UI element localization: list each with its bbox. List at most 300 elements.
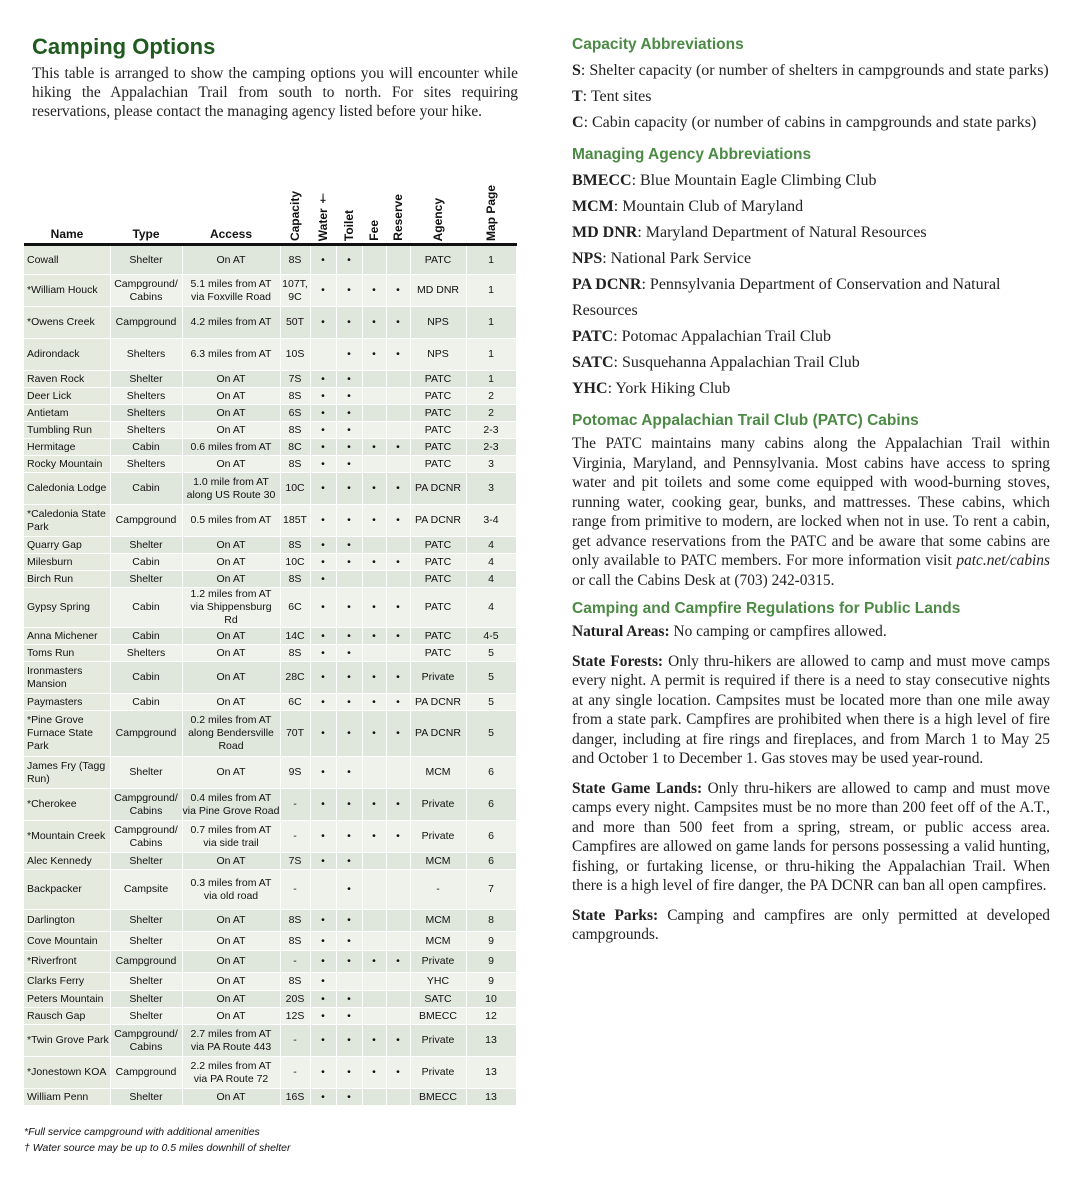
cell-type: Shelter bbox=[110, 932, 182, 951]
cell-reserve: • bbox=[386, 628, 410, 645]
cell-capacity: 70T bbox=[280, 711, 310, 757]
cell-water: • bbox=[310, 694, 336, 711]
cell-reserve: • bbox=[386, 339, 410, 371]
cell-access: On AT bbox=[182, 932, 280, 951]
cell-map-page: 1 bbox=[466, 275, 516, 307]
cell-agency: Private bbox=[410, 662, 466, 694]
cell-reserve bbox=[386, 973, 410, 991]
cell-water: • bbox=[310, 973, 336, 991]
cell-capacity: 20S bbox=[280, 991, 310, 1008]
cell-map-page: 5 bbox=[466, 694, 516, 711]
cell-reserve bbox=[386, 537, 410, 554]
cell-name: Toms Run bbox=[24, 645, 110, 662]
cell-toilet: • bbox=[336, 853, 362, 870]
cell-toilet: • bbox=[336, 910, 362, 932]
cell-name: *Caledonia State Park bbox=[24, 505, 110, 537]
cell-fee bbox=[362, 371, 386, 388]
cell-fee bbox=[362, 853, 386, 870]
cell-reserve bbox=[386, 371, 410, 388]
cell-agency: Private bbox=[410, 951, 466, 973]
cell-type: Campground bbox=[110, 307, 182, 339]
table-row bbox=[24, 1089, 516, 1106]
cell-type: Shelter bbox=[110, 757, 182, 789]
cell-type: Cabin bbox=[110, 554, 182, 571]
table-row bbox=[24, 821, 516, 853]
cell-map-page: 13 bbox=[466, 1089, 516, 1106]
cell-map-page: 2 bbox=[466, 388, 516, 405]
agency-item: SATC: Susquehanna Appalachian Trail Club bbox=[572, 354, 860, 371]
cell-capacity: - bbox=[280, 1057, 310, 1089]
cell-water: • bbox=[310, 275, 336, 307]
cell-reserve: • bbox=[386, 554, 410, 571]
cell-reserve: • bbox=[386, 694, 410, 711]
cell-access: 1.2 miles from AT via Shippensburg Rd bbox=[182, 588, 280, 628]
cell-access: On AT bbox=[182, 422, 280, 439]
patc-heading: Potomac Appalachian Trail Club (PATC) Cabins bbox=[572, 412, 919, 429]
cell-capacity: 16S bbox=[280, 1089, 310, 1106]
cell-access: On AT bbox=[182, 951, 280, 973]
patc-paragraph: The PATC maintains many cabins along the Appalachian Trail within Virginia, Maryland, and Pennsylvania. Most cabins have access to spring water and pit toilets and some come equipped with wood-burning stoves, running water, cooking gear, bunks, and mattresses. These cabins, which range from primitive to modern, are locked when not in use. To rent a cabin, get advance reservations from the PATC and be aware that some cabins are only available to PATC members. For more information visit patc.net/cabins or call the Cabins Desk at (703) 242-0315. bbox=[572, 435, 1050, 589]
cell-access: 2.7 miles from AT via PA Route 443 bbox=[182, 1025, 280, 1057]
cell-name: Cove Mountain bbox=[24, 932, 110, 951]
table-row bbox=[24, 339, 516, 371]
cell-name: *Jonestown KOA bbox=[24, 1057, 110, 1089]
capacity-item: C: Cabin capacity (or number of cabins in campgrounds and state parks) bbox=[572, 114, 1037, 131]
cell-access: On AT bbox=[182, 388, 280, 405]
cell-access: On AT bbox=[182, 694, 280, 711]
cell-type: Shelter bbox=[110, 537, 182, 554]
agency-item: NPS: National Park Service bbox=[572, 250, 752, 267]
cell-fee: • bbox=[362, 951, 386, 973]
cell-capacity: 185T bbox=[280, 505, 310, 537]
cell-type: Shelter bbox=[110, 1089, 182, 1106]
cell-access: On AT bbox=[182, 537, 280, 554]
cell-capacity: 12S bbox=[280, 1008, 310, 1025]
cell-water: • bbox=[310, 853, 336, 870]
cell-agency: PA DCNR bbox=[410, 505, 466, 537]
cell-capacity: 8S bbox=[280, 571, 310, 588]
table-row bbox=[24, 405, 516, 422]
cell-reserve bbox=[386, 645, 410, 662]
cell-fee: • bbox=[362, 1057, 386, 1089]
cell-name: *William Houck bbox=[24, 275, 110, 307]
table-row bbox=[24, 645, 516, 662]
cell-access: 0.6 miles from AT bbox=[182, 439, 280, 456]
cell-access: On AT bbox=[182, 456, 280, 473]
cell-toilet: • bbox=[336, 757, 362, 789]
cell-type: Campground/ Cabins bbox=[110, 275, 182, 307]
cell-toilet: • bbox=[336, 991, 362, 1008]
cell-fee bbox=[362, 932, 386, 951]
cell-access: On AT bbox=[182, 245, 280, 275]
cell-water: • bbox=[310, 571, 336, 588]
cell-toilet: • bbox=[336, 505, 362, 537]
cell-map-page: 10 bbox=[466, 991, 516, 1008]
cell-toilet: • bbox=[336, 371, 362, 388]
left-column bbox=[24, 34, 518, 1156]
cell-access: 1.0 mile from AT along US Route 30 bbox=[182, 473, 280, 505]
cell-fee bbox=[362, 456, 386, 473]
cell-fee bbox=[362, 405, 386, 422]
cell-fee: • bbox=[362, 505, 386, 537]
cell-agency: YHC bbox=[410, 973, 466, 991]
cell-name: Deer Lick bbox=[24, 388, 110, 405]
col-header-capacity: Capacity bbox=[280, 179, 310, 245]
cell-type: Shelter bbox=[110, 571, 182, 588]
cell-water: • bbox=[310, 388, 336, 405]
cell-toilet: • bbox=[336, 339, 362, 371]
cell-reserve: • bbox=[386, 711, 410, 757]
cell-reserve bbox=[386, 991, 410, 1008]
cell-name: Milesburn bbox=[24, 554, 110, 571]
cell-water: • bbox=[310, 588, 336, 628]
capacity-item: T: Tent sites bbox=[572, 88, 652, 105]
col-header-name: Name bbox=[24, 179, 110, 245]
cell-name: *Pine Grove Furnace State Park bbox=[24, 711, 110, 757]
cell-fee bbox=[362, 1089, 386, 1106]
cell-fee: • bbox=[362, 439, 386, 456]
cell-agency: PATC bbox=[410, 405, 466, 422]
cell-capacity: 8S bbox=[280, 973, 310, 991]
cell-water bbox=[310, 870, 336, 910]
cell-fee bbox=[362, 870, 386, 910]
cell-reserve: • bbox=[386, 307, 410, 339]
cell-capacity: 8S bbox=[280, 245, 310, 275]
cell-map-page: 8 bbox=[466, 910, 516, 932]
cell-type: Campground/ Cabins bbox=[110, 1025, 182, 1057]
cell-map-page: 4 bbox=[466, 554, 516, 571]
cell-name: James Fry (Tagg Run) bbox=[24, 757, 110, 789]
cell-toilet: • bbox=[336, 789, 362, 821]
cell-reserve: • bbox=[386, 1057, 410, 1089]
table-row bbox=[24, 932, 516, 951]
col-header-fee: Fee bbox=[362, 179, 386, 245]
table-row bbox=[24, 307, 516, 339]
cell-toilet: • bbox=[336, 645, 362, 662]
cell-access: 0.7 miles from AT via side trail bbox=[182, 821, 280, 853]
cell-map-page: 4 bbox=[466, 537, 516, 554]
cell-map-page: 9 bbox=[466, 951, 516, 973]
cell-water: • bbox=[310, 456, 336, 473]
cell-toilet: • bbox=[336, 405, 362, 422]
patc-link[interactable]: patc.net/cabins bbox=[956, 552, 1050, 569]
table-row bbox=[24, 275, 516, 307]
cell-name: Clarks Ferry bbox=[24, 973, 110, 991]
cell-name: Birch Run bbox=[24, 571, 110, 588]
capacity-item: S: Shelter capacity (or number of shelters in campgrounds and state parks) bbox=[572, 62, 1049, 79]
cell-water: • bbox=[310, 910, 336, 932]
cell-access: 5.1 miles from AT via Foxville Road bbox=[182, 275, 280, 307]
cell-capacity: 28C bbox=[280, 662, 310, 694]
table-row bbox=[24, 973, 516, 991]
cell-water bbox=[310, 339, 336, 371]
cell-water: • bbox=[310, 757, 336, 789]
cell-type: Shelters bbox=[110, 339, 182, 371]
cell-name: William Penn bbox=[24, 1089, 110, 1106]
cell-name: *Cherokee bbox=[24, 789, 110, 821]
cell-agency: PATC bbox=[410, 456, 466, 473]
cell-name: Tumbling Run bbox=[24, 422, 110, 439]
cell-toilet: • bbox=[336, 439, 362, 456]
cell-map-page: 4 bbox=[466, 588, 516, 628]
table-row bbox=[24, 991, 516, 1008]
cell-fee bbox=[362, 245, 386, 275]
cell-water: • bbox=[310, 405, 336, 422]
cell-fee: • bbox=[362, 789, 386, 821]
cell-toilet: • bbox=[336, 628, 362, 645]
cell-water: • bbox=[310, 537, 336, 554]
cell-fee bbox=[362, 388, 386, 405]
cell-reserve bbox=[386, 910, 410, 932]
cell-fee: • bbox=[362, 662, 386, 694]
cell-agency: PA DCNR bbox=[410, 711, 466, 757]
table-row bbox=[24, 694, 516, 711]
cell-capacity: 10C bbox=[280, 473, 310, 505]
cell-map-page: 1 bbox=[466, 371, 516, 388]
table-row bbox=[24, 662, 516, 694]
cell-access: On AT bbox=[182, 757, 280, 789]
cell-name: Darlington bbox=[24, 910, 110, 932]
cell-access: 0.3 miles from AT via old road bbox=[182, 870, 280, 910]
cell-reserve: • bbox=[386, 275, 410, 307]
cell-type: Cabin bbox=[110, 588, 182, 628]
cell-fee: • bbox=[362, 473, 386, 505]
cell-capacity: - bbox=[280, 951, 310, 973]
table-row bbox=[24, 371, 516, 388]
cell-name: Cowall bbox=[24, 245, 110, 275]
cell-map-page: 9 bbox=[466, 932, 516, 951]
reg-state-forests: State Forests: Only thru-hikers are allowed to camp and must move camps every night. A permit is required if there is a need to stay consecutive nights at any single location. Campsites must be located more than one mile away from a state park. Campfires are prohibited when there is a high level of fire danger, including at fire rings and fireplaces, and from March 1 to May 25 and October 1 to December 1. Gas stoves may be used year-round. bbox=[572, 652, 1050, 767]
cell-access: On AT bbox=[182, 371, 280, 388]
cell-reserve: • bbox=[386, 588, 410, 628]
cell-access: On AT bbox=[182, 853, 280, 870]
footnote-full-service: *Full service campground with additional amenities bbox=[24, 1126, 260, 1138]
cell-capacity: 107T, 9C bbox=[280, 275, 310, 307]
cell-water: • bbox=[310, 473, 336, 505]
cell-fee: • bbox=[362, 307, 386, 339]
cell-agency: MCM bbox=[410, 757, 466, 789]
cell-name: Antietam bbox=[24, 405, 110, 422]
table-row bbox=[24, 870, 516, 910]
cell-reserve bbox=[386, 1089, 410, 1106]
cell-agency: PA DCNR bbox=[410, 473, 466, 505]
cell-capacity: - bbox=[280, 821, 310, 853]
cell-name: Anna Michener bbox=[24, 628, 110, 645]
cell-name: *Owens Creek bbox=[24, 307, 110, 339]
agency-item: MD DNR: Maryland Department of Natural Resources bbox=[572, 224, 927, 241]
col-header-water: Water † bbox=[310, 179, 336, 245]
cell-access: On AT bbox=[182, 662, 280, 694]
agency-list bbox=[572, 168, 1050, 402]
table-row bbox=[24, 473, 516, 505]
col-header-access: Access bbox=[182, 179, 280, 245]
cell-name: Alec Kennedy bbox=[24, 853, 110, 870]
cell-toilet: • bbox=[336, 1089, 362, 1106]
cell-toilet: • bbox=[336, 1008, 362, 1025]
cell-toilet: • bbox=[336, 473, 362, 505]
table-row bbox=[24, 910, 516, 932]
table-row bbox=[24, 245, 516, 275]
cell-toilet: • bbox=[336, 307, 362, 339]
cell-reserve bbox=[386, 932, 410, 951]
camping-table bbox=[24, 179, 517, 1106]
cell-capacity: 10C bbox=[280, 554, 310, 571]
cell-agency: PATC bbox=[410, 588, 466, 628]
cell-capacity: 14C bbox=[280, 628, 310, 645]
cell-fee bbox=[362, 1008, 386, 1025]
table-row bbox=[24, 1025, 516, 1057]
cell-reserve bbox=[386, 456, 410, 473]
table-row bbox=[24, 588, 516, 628]
cell-map-page: 1 bbox=[466, 339, 516, 371]
cell-name: Paymasters bbox=[24, 694, 110, 711]
cell-toilet: • bbox=[336, 245, 362, 275]
cell-water: • bbox=[310, 645, 336, 662]
cell-toilet bbox=[336, 571, 362, 588]
cell-water: • bbox=[310, 307, 336, 339]
cell-capacity: 8S bbox=[280, 388, 310, 405]
page-title: Camping Options bbox=[32, 34, 216, 59]
cell-reserve: • bbox=[386, 789, 410, 821]
cell-name: Quarry Gap bbox=[24, 537, 110, 554]
cell-fee: • bbox=[362, 821, 386, 853]
cell-reserve: • bbox=[386, 662, 410, 694]
cell-toilet: • bbox=[336, 537, 362, 554]
cell-fee: • bbox=[362, 711, 386, 757]
cell-toilet: • bbox=[336, 1025, 362, 1057]
cell-map-page: 2-3 bbox=[466, 422, 516, 439]
cell-water: • bbox=[310, 554, 336, 571]
col-header-toilet: Toilet bbox=[336, 179, 362, 245]
cell-agency: SATC bbox=[410, 991, 466, 1008]
cell-access: 2.2 miles from AT via PA Route 72 bbox=[182, 1057, 280, 1089]
cell-type: Shelter bbox=[110, 371, 182, 388]
cell-type: Shelter bbox=[110, 853, 182, 870]
cell-type: Cabin bbox=[110, 662, 182, 694]
cell-name: Peters Mountain bbox=[24, 991, 110, 1008]
cell-type: Cabin bbox=[110, 694, 182, 711]
cell-capacity: 8S bbox=[280, 932, 310, 951]
cell-water: • bbox=[310, 711, 336, 757]
agency-item: BMECC: Blue Mountain Eagle Climbing Club bbox=[572, 172, 877, 189]
cell-water: • bbox=[310, 1025, 336, 1057]
cell-reserve: • bbox=[386, 505, 410, 537]
camping-table-wrap bbox=[24, 179, 518, 1106]
cell-agency: MCM bbox=[410, 910, 466, 932]
cell-toilet: • bbox=[336, 821, 362, 853]
cell-reserve bbox=[386, 870, 410, 910]
cell-access: On AT bbox=[182, 910, 280, 932]
cell-toilet: • bbox=[336, 711, 362, 757]
cell-type: Cabin bbox=[110, 473, 182, 505]
cell-reserve bbox=[386, 422, 410, 439]
cell-agency: PATC bbox=[410, 645, 466, 662]
cell-capacity: 6C bbox=[280, 694, 310, 711]
cell-agency: PATC bbox=[410, 554, 466, 571]
cell-map-page: 5 bbox=[466, 662, 516, 694]
cell-reserve bbox=[386, 405, 410, 422]
cell-capacity: - bbox=[280, 870, 310, 910]
cell-type: Campground bbox=[110, 711, 182, 757]
cell-water: • bbox=[310, 821, 336, 853]
cell-fee bbox=[362, 910, 386, 932]
cell-agency: BMECC bbox=[410, 1008, 466, 1025]
cell-map-page: 4-5 bbox=[466, 628, 516, 645]
cell-agency: PATC bbox=[410, 537, 466, 554]
cell-fee: • bbox=[362, 1025, 386, 1057]
cell-type: Campground/ Cabins bbox=[110, 821, 182, 853]
cell-map-page: 12 bbox=[466, 1008, 516, 1025]
cell-water: • bbox=[310, 245, 336, 275]
cell-toilet: • bbox=[336, 932, 362, 951]
cell-type: Shelter bbox=[110, 973, 182, 991]
cell-name: Hermitage bbox=[24, 439, 110, 456]
cell-access: On AT bbox=[182, 991, 280, 1008]
cell-reserve: • bbox=[386, 1025, 410, 1057]
cell-map-page: 4 bbox=[466, 571, 516, 588]
table-row bbox=[24, 628, 516, 645]
table-row bbox=[24, 505, 516, 537]
table-row bbox=[24, 422, 516, 439]
col-header-type: Type bbox=[110, 179, 182, 245]
cell-fee bbox=[362, 537, 386, 554]
cell-map-page: 6 bbox=[466, 853, 516, 870]
cell-capacity: 6S bbox=[280, 405, 310, 422]
cell-type: Cabin bbox=[110, 628, 182, 645]
cell-access: On AT bbox=[182, 405, 280, 422]
reg-state-parks: State Parks: Camping and campfires are only permitted at developed campgrounds. bbox=[572, 906, 1050, 943]
cell-toilet: • bbox=[336, 951, 362, 973]
cell-toilet: • bbox=[336, 662, 362, 694]
reg-state-game-lands: State Game Lands: Only thru-hikers are allowed to camp and must move camps every night. Campsites must be no more than 200 feet off of the A.T., and more than 500 feet from a spring, stream, or public access area. Campfires are allowed on game lands for persons possessing a valid hunting, fishing, or furtaking license, or thru-hiking the Appalachian Trail. When there is a high level of fire danger, the PA DCNR can ban all open campfires. bbox=[572, 779, 1051, 894]
cell-access: On AT bbox=[182, 571, 280, 588]
capacity-heading: Capacity Abbreviations bbox=[572, 36, 744, 53]
cell-agency: Private bbox=[410, 1025, 466, 1057]
cell-capacity: 50T bbox=[280, 307, 310, 339]
cell-map-page: 3 bbox=[466, 473, 516, 505]
cell-capacity: 8S bbox=[280, 422, 310, 439]
cell-water: • bbox=[310, 1057, 336, 1089]
cell-name: *Mountain Creek bbox=[24, 821, 110, 853]
cell-agency: PATC bbox=[410, 388, 466, 405]
cell-toilet: • bbox=[336, 870, 362, 910]
cell-map-page: 2 bbox=[466, 405, 516, 422]
cell-agency: PATC bbox=[410, 439, 466, 456]
cell-type: Campground bbox=[110, 505, 182, 537]
cell-capacity: 6C bbox=[280, 588, 310, 628]
cell-toilet: • bbox=[336, 422, 362, 439]
table-header-row bbox=[24, 179, 516, 245]
cell-capacity: 7S bbox=[280, 371, 310, 388]
cell-water: • bbox=[310, 505, 336, 537]
cell-agency: Private bbox=[410, 1057, 466, 1089]
intro-paragraph: This table is arranged to show the camping options you will encounter while hiking the Appalachian Trail from south to north. For sites requiring reservations, please contact the managing agency listed before your hike. bbox=[32, 65, 518, 120]
footnote-water: † Water source may be up to 0.5 miles downhill of shelter bbox=[24, 1142, 291, 1154]
cell-name: Adirondack bbox=[24, 339, 110, 371]
col-header-map-page: Map Page bbox=[466, 179, 516, 245]
cell-agency: PA DCNR bbox=[410, 694, 466, 711]
agency-item: YHC: York Hiking Club bbox=[572, 380, 731, 397]
cell-fee: • bbox=[362, 628, 386, 645]
cell-capacity: - bbox=[280, 1025, 310, 1057]
cell-type: Shelters bbox=[110, 405, 182, 422]
table-body bbox=[24, 245, 516, 1106]
cell-agency: PATC bbox=[410, 245, 466, 275]
agency-item: MCM: Mountain Club of Maryland bbox=[572, 198, 804, 215]
cell-capacity: 8S bbox=[280, 456, 310, 473]
cell-fee: • bbox=[362, 554, 386, 571]
cell-water: • bbox=[310, 628, 336, 645]
